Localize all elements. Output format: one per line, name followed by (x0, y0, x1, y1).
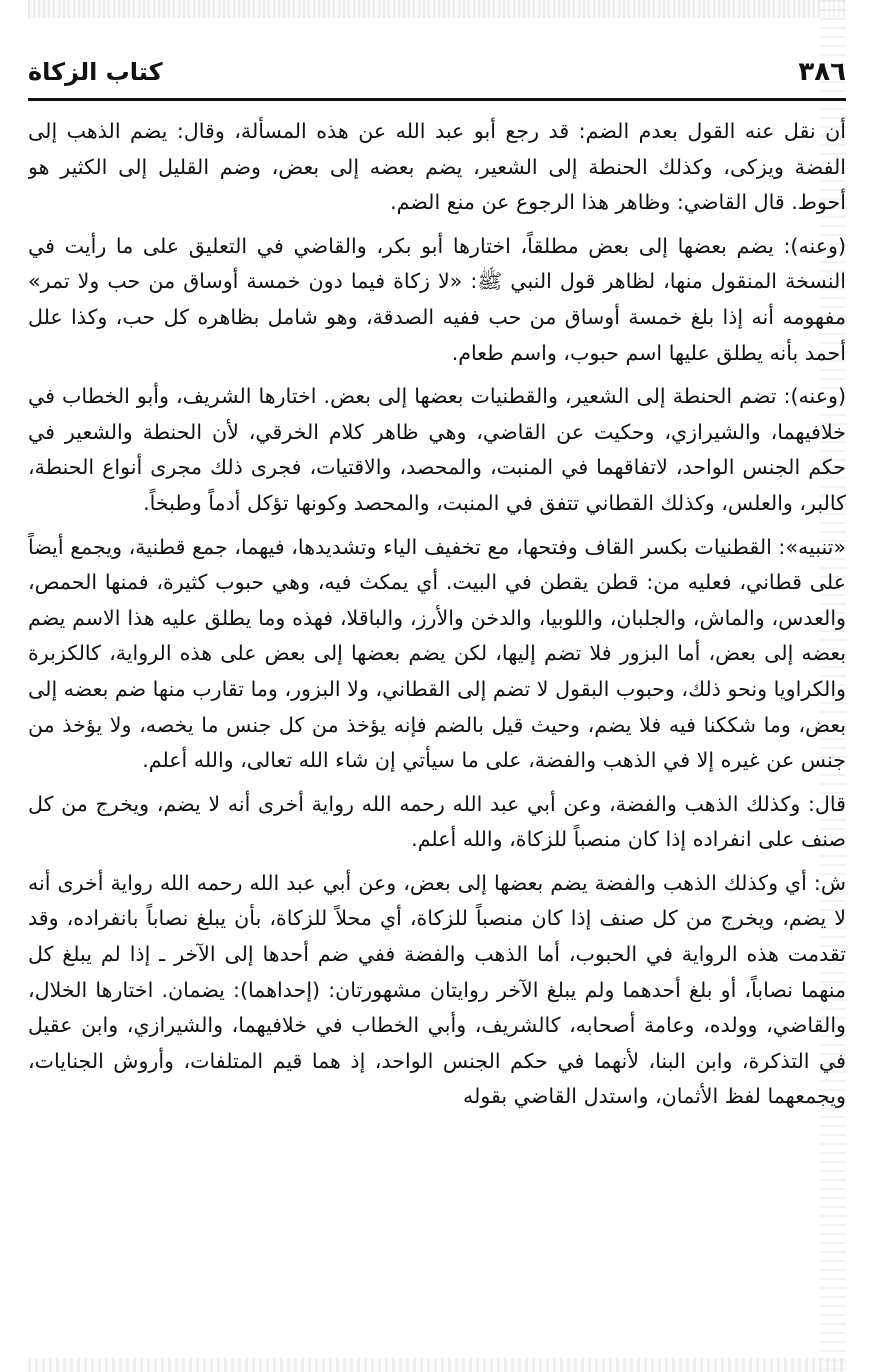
paragraph: (وعنه): تضم الحنطة إلى الشعير، والقطنيات بعضها إلى بعض. اختارها الشريف، وأبو الخطاب في خلافيهما، والشيرازي، وحكيت عن القاضي، وهي ظاهر كلام الخرقي، لأن الحنطة والشعير في حكم الجنس الواحد، لاتفاقهما في المنبت، والمحصد، والاقتيات، فجرى ذلك مجرى أنواع الحنطة، كالبر، والعلس، وكذلك القطاني تتفق في المنبت، والمحصد وكونها تؤكل أدماً وطبخاً. (28, 384, 846, 515)
paragraph: ش: أي وكذلك الذهب والفضة يضم بعضها إلى بعض، وعن أبي عبد الله رحمه الله رواية أخرى أنه لا يضم، ويخرج من كل صنف إذا كان منصباً للزكاة، أي محلاً للزكاة، بأن يبلغ نصاباً بانفراده، وقد تقدمت هذه الرواية في الحبوب، أما الذهب والفضة ففي ضم أحدها إلى الآخر ـ إذا لم يبلغ كل منهما نصاباً، أو بلغ أحدهما ولم يبلغ الآخر روايتان مشهورتان: (إحداهما): يضمان. اختارها الخلال، والقاضي، وولده، وعامة أصحابه، كالشريف، وأبي الخطاب في خلافيهما، والشيرازي، وابن عقيل في التذكرة، وابن البنا، لأنهما في حكم الجنس الواحد، إذ هما قيم المتلفات، وأروش الجنايات، ويجمعهما لفظ الأثمان، واستدل القاضي بقوله (28, 870, 846, 1109)
book-page (28, 0, 846, 1372)
running-title: كتاب الزكاة (28, 58, 163, 86)
page-number: ٣٨٦ (798, 57, 846, 87)
paragraph: (وعنه): يضم بعضها إلى بعض مطلقاً، اختارها أبو بكر، والقاضي في التعليق على ما رأيت في النسخة المنقول منها، لظاهر قول النبي ﷺ: «لا زكاة فيما دون خمسة أوساق من حب ولا تمر» مفهومه أنه إذا بلغ خمسة أوساق من حب ففيه الصدقة، وهو شامل بظاهره كل حب، وكذا علل أحمد بأنه يطلق عليها اسم حبوب، واسم طعام. (28, 233, 846, 365)
scan-edge-top (28, 0, 846, 18)
body-text (28, 114, 846, 1356)
header-rule (28, 98, 846, 101)
paragraph: «تنبيه»: القطنيات بكسر القاف وفتحها، مع تخفيف الياء وتشديدها، فيهما، جمع قطنية، ويجمع أيضاً على قطاني، فعليه من: قطن يقطن في البيت. أي يمكث فيه، وهي حبوب كثيرة، فمنها الحمص، والعدس، والماش، والجلبان، واللوبيا، والدخن والأرز، والباقلا، فهذه وما يطلق عليه هذا الاسم يضم بعضه إلى بعض، أما البزور فلا تضم إليها، لكن يضم بعضها إلى بعض على هذه الرواية، كالكزبرة والكراويا ونحو ذلك، وحبوب البقول لا تضم إلى القطاني، ولا البزور، وما تقارب منها ضم بعضه إلى بعض، وما شككنا فيه فلا يضم، وحيث قيل بالضم فإنه يؤخذ من كل جنس ما يخصه، ولا يؤخذ من جنس عن غيره إلا في الذهب والفضة، على ما سيأتي إن شاء الله تعالى، والله أعلم. (28, 534, 846, 773)
page-header (28, 52, 846, 92)
paragraph: أن نقل عنه القول بعدم الضم: قد رجع أبو عبد الله عن هذه المسألة، وقال: يضم الذهب إلى الفضة ويزكى، وكذلك الحنطة إلى الشعير، يضم بعضه إلى بعض، وضم القليل إلى الكثير هو أحوط. قال القاضي: وظاهر هذا الرجوع عن منع الضم. (28, 119, 846, 215)
paragraph: قال: وكذلك الذهب والفضة، وعن أبي عبد الله رحمه الله رواية أخرى أنه لا يضم، ويخرج من كل صنف على انفراده إذا كان منصباً للزكاة، والله أعلم. (28, 791, 846, 852)
scan-edge-bottom (28, 1358, 846, 1372)
